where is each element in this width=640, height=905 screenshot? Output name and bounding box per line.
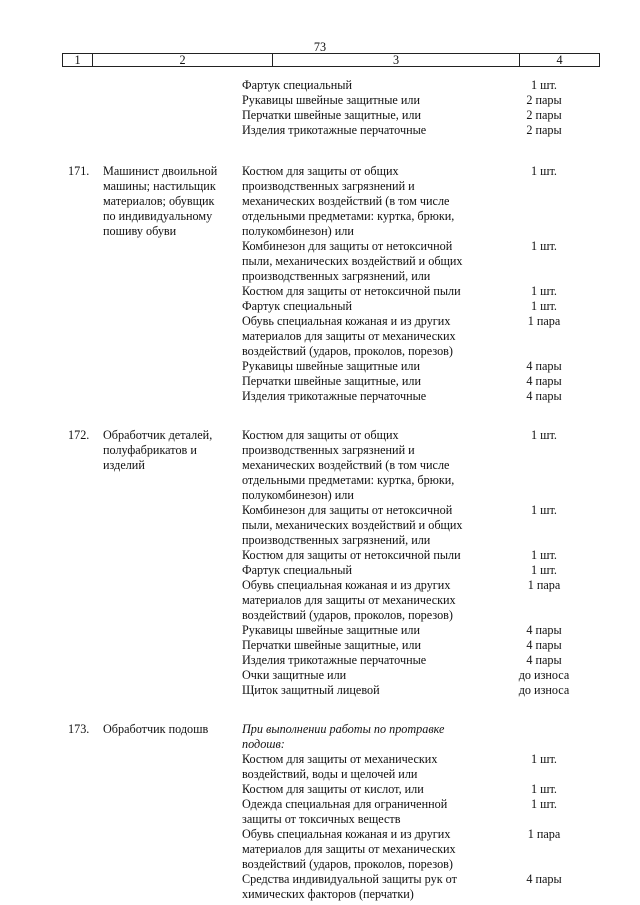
quantity-text: 1 шт. <box>531 428 557 442</box>
ppe-item-text: Перчатки швейные защитные, или <box>242 108 422 122</box>
ppe-item-text: Щиток защитный лицевой <box>242 683 380 697</box>
ppe-item-text: отдельными предметами: куртка, брюки, <box>242 473 455 487</box>
ppe-item-text: пыли, механических воздействий и общих <box>242 254 463 268</box>
ppe-item-text: производственных загрязнений, или <box>242 533 431 547</box>
entry-number: 172. <box>68 428 90 442</box>
quantity-text: 4 пары <box>526 653 562 667</box>
occupation-text: полуфабрикатов и <box>103 443 197 457</box>
quantity-text: 1 шт. <box>531 782 557 796</box>
table-row <box>0 299 640 314</box>
quantity-text: 1 шт. <box>531 797 557 811</box>
table-row <box>0 239 640 254</box>
table-row <box>0 842 640 857</box>
ppe-item-text: материалов для защиты от механических <box>242 329 456 343</box>
ppe-item-text: полукомбинезон) или <box>242 224 354 238</box>
occupation-text: Обработчик подошв <box>103 722 209 736</box>
ppe-item-text: Изделия трикотажные перчаточные <box>242 389 427 403</box>
ppe-item-text: Средства индивидуальной защиты рук от <box>242 872 457 886</box>
table-row <box>0 623 640 638</box>
table-row <box>0 593 640 608</box>
entry-number: 173. <box>68 722 90 736</box>
ppe-item-text: химических факторов (перчатки) <box>242 887 414 901</box>
ppe-item-text: воздействий (ударов, проколов, порезов) <box>242 344 453 358</box>
table-row <box>0 209 640 224</box>
header-col-1: 1 <box>63 54 93 66</box>
occupation-text: пошиву обуви <box>103 224 177 238</box>
ppe-item-text: воздействий (ударов, проколов, порезов) <box>242 857 453 871</box>
table-row <box>0 737 640 752</box>
occupation-text: Машинист двоильной <box>103 164 218 178</box>
occupation-text: материалов; обувщик <box>103 194 215 208</box>
table-row <box>0 329 640 344</box>
quantity-text: 4 пары <box>526 359 562 373</box>
quantity-text: 1 шт. <box>531 284 557 298</box>
occupation-text: изделий <box>103 458 145 472</box>
ppe-item-text: Костюм для защиты от нетоксичной пыли <box>242 548 461 562</box>
table-row <box>0 782 640 797</box>
table-row <box>0 812 640 827</box>
table-row <box>0 254 640 269</box>
header-col-4: 4 <box>556 53 563 67</box>
table-row <box>0 563 640 578</box>
ppe-item-text: Перчатки швейные защитные, или <box>242 374 422 388</box>
table-row <box>0 887 640 902</box>
table-row <box>0 518 640 533</box>
ppe-item-text: производственных загрязнений и <box>242 179 415 193</box>
ppe-item-text: Комбинезон для защиты от нетоксичной <box>242 239 453 253</box>
ppe-item-text: пыли, механических воздействий и общих <box>242 518 463 532</box>
table-row <box>0 284 640 299</box>
ppe-item-text: защиты от токсичных веществ <box>242 812 401 826</box>
table-row <box>0 653 640 668</box>
table-row <box>0 269 640 284</box>
table-row <box>0 359 640 374</box>
ppe-item-text: Фартук специальный <box>242 299 352 313</box>
table-row <box>0 722 640 737</box>
table-row <box>0 488 640 503</box>
ppe-item-text: Костюм для защиты от общих <box>242 164 399 178</box>
quantity-text: 4 пары <box>526 374 562 388</box>
table-row <box>0 108 640 123</box>
entry-number: 171. <box>68 164 90 178</box>
ppe-item-text: Изделия трикотажные перчаточные <box>242 123 427 137</box>
table-row <box>0 752 640 767</box>
ppe-item-text: Одежда специальная для ограниченной <box>242 797 448 811</box>
table-row <box>0 683 640 698</box>
table-row <box>0 767 640 782</box>
quantity-text: 2 пары <box>526 123 562 137</box>
occupation-text: Обработчик деталей, <box>103 428 213 442</box>
quantity-text: 1 шт. <box>531 563 557 577</box>
ppe-item-text: материалов для защиты от механических <box>242 593 456 607</box>
quantity-text: 1 пара <box>527 827 561 841</box>
ppe-item-text: материалов для защиты от механических <box>242 842 456 856</box>
ppe-item-text: Очки защитные или <box>242 668 347 682</box>
ppe-item-text: Комбинезон для защиты от нетоксичной <box>242 503 453 517</box>
ppe-item-text: Костюм для защиты от нетоксичной пыли <box>242 284 461 298</box>
quantity-text: 1 шт. <box>531 752 557 766</box>
ppe-item-text: Рукавицы швейные защитные или <box>242 93 420 107</box>
header-col-3: 3 <box>273 54 520 66</box>
occupation-text: машины; настильщик <box>103 179 216 193</box>
section-gap <box>0 698 640 722</box>
table-row <box>0 78 640 93</box>
table-row <box>0 123 640 138</box>
header-col-2: 2 <box>93 54 273 66</box>
table-row <box>0 458 640 473</box>
quantity-text: 1 шт. <box>531 299 557 313</box>
ppe-item-text: механических воздействий (в том числе <box>242 458 450 472</box>
ppe-item-text: механических воздействий (в том числе <box>242 194 450 208</box>
table-row <box>0 179 640 194</box>
table-row <box>0 428 640 443</box>
table-header <box>62 53 600 67</box>
table-row <box>0 344 640 359</box>
quantity-text: 4 пары <box>526 638 562 652</box>
ppe-item-text: полукомбинезон) или <box>242 488 354 502</box>
quantity-text: 1 шт. <box>531 548 557 562</box>
page-number: 73 <box>313 40 327 54</box>
ppe-item-text: Обувь специальная кожаная и из других <box>242 578 451 592</box>
table-row <box>0 872 640 887</box>
ppe-item-text: Изделия трикотажные перчаточные <box>242 653 427 667</box>
ppe-item-text: При выполнении работы по протравке <box>242 722 445 736</box>
ppe-item-text: подошв: <box>242 737 285 751</box>
ppe-item-text: Костюм для защиты от кислот, или <box>242 782 424 796</box>
ppe-item-text: отдельными предметами: куртка, брюки, <box>242 209 455 223</box>
table-row <box>0 533 640 548</box>
quantity-text: 1 пара <box>527 314 561 328</box>
ppe-item-text: Рукавицы швейные защитные или <box>242 359 420 373</box>
ppe-item-text: Обувь специальная кожаная и из других <box>242 827 451 841</box>
table-row <box>0 668 640 683</box>
quantity-text: 4 пары <box>526 872 562 886</box>
ppe-item-text: Обувь специальная кожаная и из других <box>242 314 451 328</box>
ppe-item-text: воздействий (ударов, проколов, порезов) <box>242 608 453 622</box>
ppe-item-text: производственных загрязнений, или <box>242 269 431 283</box>
section-gap <box>0 404 640 428</box>
table-row <box>0 608 640 623</box>
table-row <box>0 224 640 239</box>
ppe-item-text: Костюм для защиты от общих <box>242 428 399 442</box>
quantity-text: 4 пары <box>526 389 562 403</box>
table-row <box>0 548 640 563</box>
quantity-text: 4 пары <box>526 623 562 637</box>
ppe-item-text: воздействий, воды и щелочей или <box>242 767 418 781</box>
table-row <box>0 503 640 518</box>
quantity-text: 2 пары <box>526 108 562 122</box>
quantity-text: 1 шт. <box>531 78 557 92</box>
table-row <box>0 314 640 329</box>
table-row <box>0 797 640 812</box>
section-gap <box>0 138 640 164</box>
table-row <box>0 827 640 842</box>
ppe-item-text: производственных загрязнений и <box>242 443 415 457</box>
quantity-text: 1 шт. <box>531 164 557 178</box>
ppe-item-text: Костюм для защиты от механических <box>242 752 438 766</box>
ppe-item-text: Фартук специальный <box>242 563 352 577</box>
table-row <box>0 389 640 404</box>
ppe-item-text: Перчатки швейные защитные, или <box>242 638 422 652</box>
table-row <box>0 473 640 488</box>
ppe-item-text: Рукавицы швейные защитные или <box>242 623 420 637</box>
table-row <box>0 638 640 653</box>
table-row <box>0 578 640 593</box>
quantity-text: 1 шт. <box>531 503 557 517</box>
table-row <box>0 443 640 458</box>
ppe-item-text: Фартук специальный <box>242 78 352 92</box>
table-row <box>0 374 640 389</box>
table-row <box>0 164 640 179</box>
quantity-text: 2 пары <box>526 93 562 107</box>
table-row <box>0 93 640 108</box>
table-row <box>0 194 640 209</box>
table-body <box>0 78 640 902</box>
quantity-text: 1 пара <box>527 578 561 592</box>
occupation-text: по индивидуальному <box>103 209 213 223</box>
quantity-text: до износа <box>518 683 570 697</box>
quantity-text: 1 шт. <box>531 239 557 253</box>
table-row <box>0 857 640 872</box>
quantity-text: до износа <box>518 668 570 682</box>
